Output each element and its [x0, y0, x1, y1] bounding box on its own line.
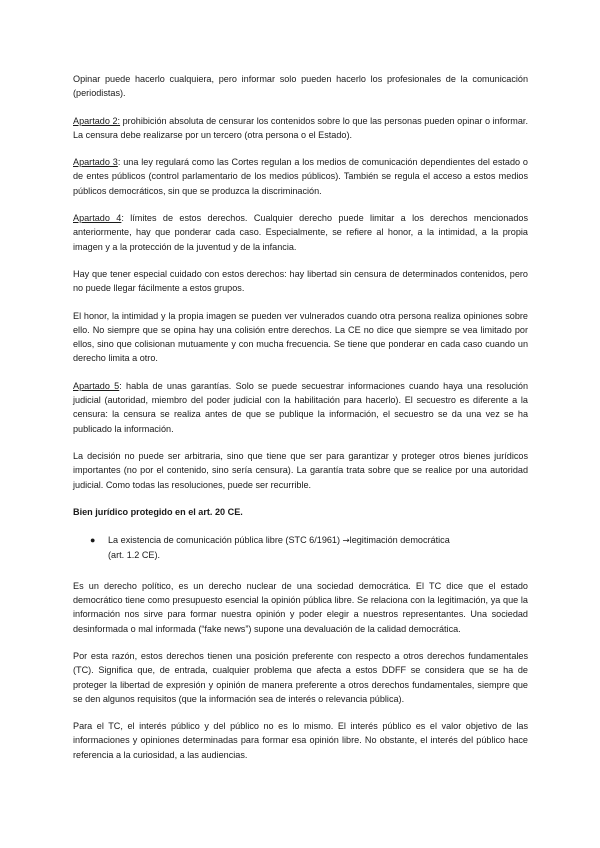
- paragraph-apartado-4: [73, 211, 528, 254]
- paragraph-apartado-3: [73, 155, 528, 198]
- bullet-text: [108, 533, 528, 563]
- paragraph-interes-publico: Para el TC, el interés público y del público no es lo mismo. El interés público es el valor objetivo de las informaciones y opiniones determinadas para formar esa opinión libre. No obstante, el interés del público hace referencia a la curiosidad, a las audiencias.: [73, 721, 528, 760]
- bullet-icon: ●: [90, 535, 96, 546]
- apartado-5-label: Apartado 5: [73, 380, 120, 391]
- apartado-5-text: : habla de unas garantías. Solo se puede secuestrar informaciones cuando haya una resolución judicial (autoridad, miembro del poder judicial con la habilitación para hacerlo). El secuestro es diferente a la censura: la censura se realiza antes de que se publique la información, el secuestro se da una vez se ha publicado la información.: [73, 380, 528, 434]
- section-heading: Bien jurídico protegido en el art. 20 CE.: [73, 506, 243, 517]
- paragraph-posicion-preferente: Por esta razón, estos derechos tienen una posición preferente con respecto a otros derechos fundamentales (TC). Significa que, de entrada, cualquier problema que afecta a estos DDFF se considera que se ha de proteger la libertad de expresión y opinión de manera preferente a otros derechos fundamentales, siempre que se den algunos requisitos (que la información sea de interés o relevancia pública).: [73, 650, 528, 704]
- paragraph-apartado-2: [73, 114, 528, 143]
- apartado-2-label: Apartado 2:: [73, 115, 121, 126]
- paragraph-especial-cuidado: Hay que tener especial cuidado con estos derechos: hay libertad sin censura de determinados contenidos, pero no puede llegar fácilmente a estos grupos.: [73, 268, 528, 294]
- paragraph-derecho-politico: Es un derecho político, es un derecho nuclear de una sociedad democrática. El TC dice que el estado democrático tiene como presupuesto esencial la opinión pública libre. Se relaciona con la legitimación, ya que la información nos sirve para formar nuestra opinión y poder elegir a nuestros representantes. Una sociedad desinformada o mal informada (“fake news”) supone una devaluación de la calidad democrática.: [73, 580, 528, 634]
- apartado-2-text: prohibición absoluta de censurar los contenidos sobre lo que las personas pueden opinar o informar. La censura debe realizarse por un tercero (otra persona o el Estado).: [73, 115, 528, 140]
- bullet-item: [90, 533, 528, 563]
- paragraph-decision: La decisión no puede ser arbitraria, sino que tiene que ser para garantizar y proteger otros bienes jurídicos importantes (no por el contenido, sino sería censura). La garantía trata sobre que se realice por una autoridad judicial. Como todas las resoluciones, puede ser recurrible.: [73, 450, 528, 490]
- apartado-3-label: Apartado 3: [73, 157, 118, 168]
- bullet-line1: La existencia de comunicación pública libre (STC 6/1961): [108, 535, 343, 546]
- bullet-line2: (art. 1.2 CE).: [108, 550, 161, 561]
- apartado-4-label: Apartado 4: [73, 213, 122, 224]
- bullet-line1-end: legitimación democrática: [349, 535, 450, 546]
- apartado-3-text: : una ley regulará como las Cortes regulan a los medios de comunicación dependientes del estado o de entes públicos (control parlamentario de los medios públicos). También se regula el acceso a estos medios públicos democráticos, sin que se produzca la discriminación.: [73, 157, 528, 196]
- arrow-right-icon: →: [342, 536, 350, 547]
- paragraph-honor-intimidad: El honor, la intimidad y la propia imagen se pueden ver vulnerados cuando otra persona realiza opiniones sobre ello. No siempre que se opina hay una colisión entre derechos. La CE no dice que siempre se vea limitado por ellos, sino que colisionan mutuamente y con mucha frecuencia. Se tiene que ponderar en cada caso cuando un derecho limita a otro.: [73, 310, 528, 364]
- paragraph-opinar: Opinar puede hacerlo cualquiera, pero informar solo pueden hacerlo los profesionales de la comunicación (periodistas).: [73, 74, 528, 99]
- paragraph-apartado-5: [73, 379, 528, 436]
- apartado-4-text: : límites de estos derechos. Cualquier derecho puede limitar a los derechos mencionados anteriormente, hay que ponderar cada caso. Especialmente, se refiere al honor, a la intimidad, a la propia imagen y a la protección de la juventud y de la infancia.: [73, 213, 528, 252]
